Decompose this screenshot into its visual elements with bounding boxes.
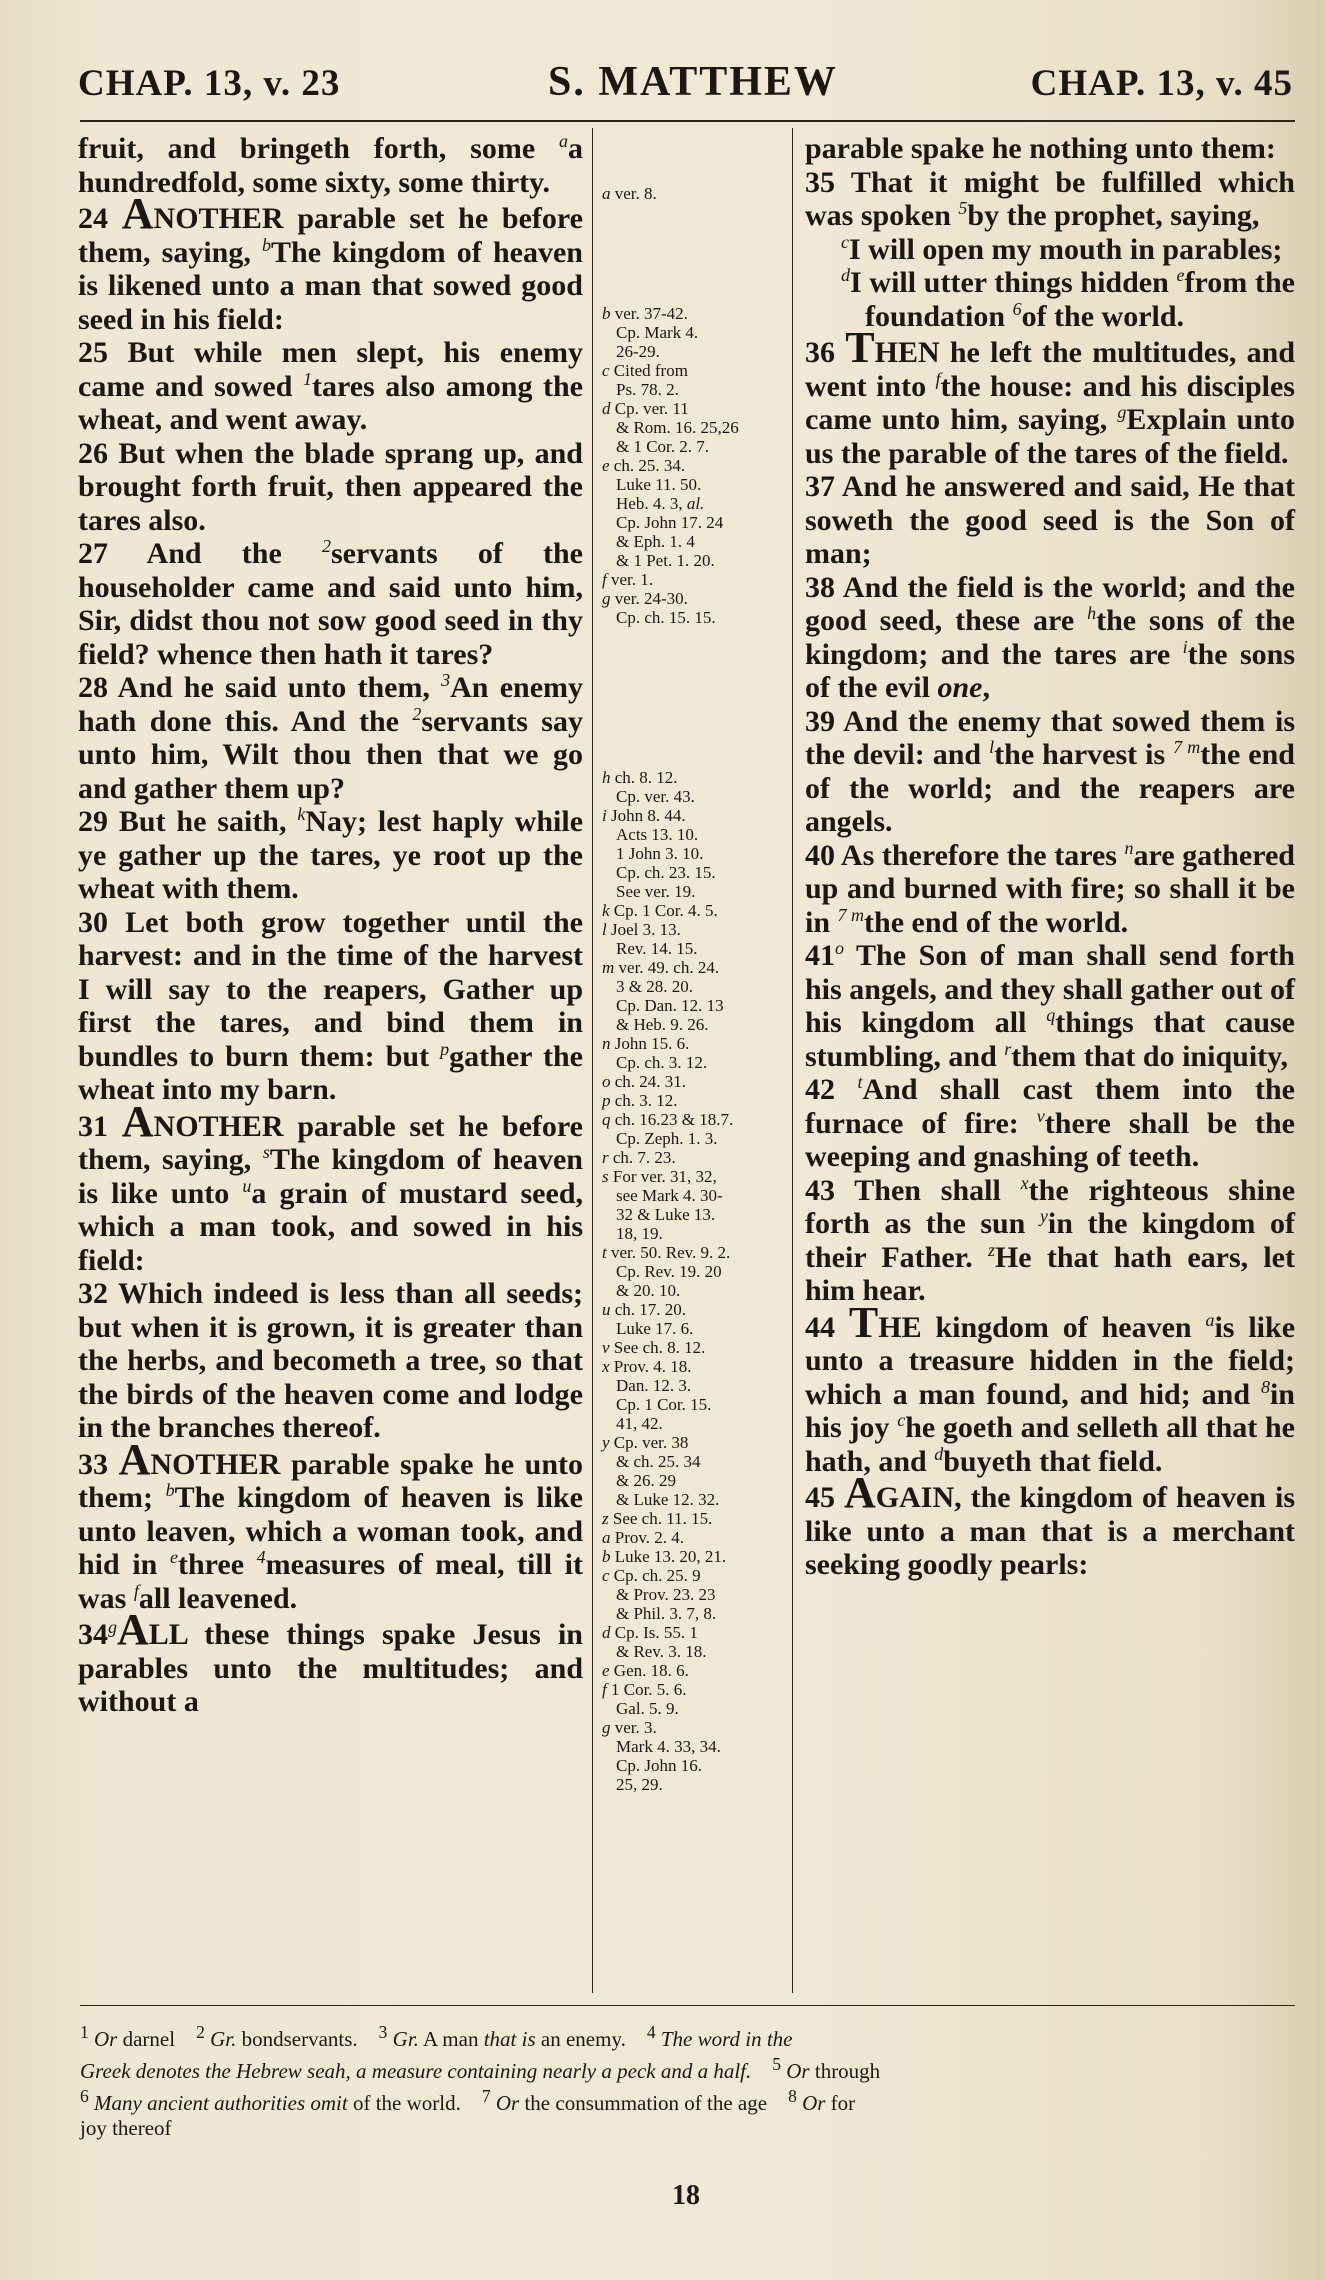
cross-reference-line: 41, 42.: [616, 1414, 663, 1433]
cross-reference-line: v See ch. 8. 12.: [602, 1338, 706, 1357]
cross-reference-line: a Prov. 2. 4.: [602, 1528, 685, 1547]
verse-paragraph: $^d$I will utter things hidden $^e$from the foundation $^6$of the world.: [841, 265, 1295, 333]
cross-reference-line: Cp. John 16.: [616, 1756, 702, 1775]
cross-reference-line: 18, 19.: [616, 1224, 663, 1243]
cross-reference-line: Rev. 14. 15.: [616, 939, 698, 958]
cross-reference-line: Heb. 4. 3, al.: [616, 494, 705, 513]
verse-paragraph: 29 But he saith, $^k$Nay; lest haply while ye gather up the tares, ye root up the wheat with them.: [78, 804, 584, 905]
cross-reference-line: 1 John 3. 10.: [616, 844, 704, 863]
cross-reference-line: i John 8. 44.: [602, 806, 686, 825]
verse-paragraph: fruit, and bringeth forth, some $^a$a hundredfold, some sixty, some thirty.: [78, 131, 583, 199]
cross-reference-line: & Heb. 9. 26.: [616, 1015, 709, 1034]
cross-reference-line: Dan. 12. 3.: [616, 1376, 692, 1395]
footnote-line: $^6$ Many ancient authorities omit of the world. $^7$ Or the consummation of the age $^8$ Or for: [80, 2086, 856, 2115]
footnote-rule: [80, 2005, 1295, 2006]
verse-paragraph: 25 But while men slept, his enemy came and sowed $^1$tares also among the wheat, and went away.: [78, 336, 583, 436]
verse-paragraph: 39 And the enemy that sowed them is the devil: and $^l$the harvest is $^{7 m}$the end of the world; and the reapers are angels.: [805, 704, 1295, 838]
cross-reference-block: [602, 304, 787, 627]
cross-reference-line: d Cp. Is. 55. 1: [602, 1623, 698, 1642]
verse-paragraph: 31 ANOTHER parable set he before them, saying, $^s$The kingdom of heaven is like unto $^u$a grain of mustard seed, which a man took, and sowed in his field:: [78, 1096, 584, 1277]
verse-paragraph: parable spake he nothing unto them:: [805, 132, 1276, 165]
text-column-left: [78, 132, 583, 1719]
cross-reference-line: z See ch. 11. 15.: [602, 1509, 713, 1528]
cross-reference-line: & 20. 10.: [616, 1281, 681, 1300]
header-left: CHAP. 13, v. 23: [78, 63, 341, 104]
cross-reference-block: [602, 768, 787, 1794]
column-divider-right: [792, 128, 793, 1993]
verse-paragraph: 42 $^t$And shall cast them into the furnace of fire: $^v$there shall be the weeping and gnashing of teeth.: [805, 1072, 1296, 1173]
cross-reference-line: a ver. 8.: [602, 184, 657, 203]
cross-reference-line: Luke 11. 50.: [616, 475, 702, 494]
header-rule: [80, 120, 1295, 122]
column-divider-left: [592, 128, 593, 1993]
page-number: 18: [672, 2180, 700, 2211]
cross-reference-line: Gal. 5. 9.: [616, 1699, 679, 1718]
cross-reference-line: & Phil. 3. 7, 8.: [616, 1604, 717, 1623]
verse-paragraph: 35 That it might be fulfilled which was spoken $^5$by the prophet, saying,: [805, 165, 1295, 232]
verse-paragraph: 34$^g$ALL these things spake Jesus in parables unto the multitudes; and without a: [78, 1605, 583, 1718]
cross-reference-line: Cp. Rev. 19. 20: [616, 1262, 722, 1281]
verse-paragraph: 33 ANOTHER parable spake he unto them; $^b$The kingdom of heaven is like unto leaven, which a woman took, and hid in $^e$three $^4$measures of meal, till it was $^f$all leavened.: [78, 1434, 584, 1615]
cross-reference-line: See ver. 19.: [616, 882, 696, 901]
cross-reference-line: q ch. 16.23 & 18.7.: [602, 1110, 734, 1129]
verse-paragraph: 45 AGAIN, the kingdom of heaven is like unto a man that is a merchant seeking goodly pearls:: [805, 1468, 1295, 1581]
header-book-title: S. MATTHEW: [548, 59, 838, 105]
cross-reference-line: Cp. ch. 3. 12.: [616, 1053, 708, 1072]
cross-reference-line: 32 & Luke 13.: [616, 1205, 716, 1224]
cross-reference-block: [602, 184, 787, 203]
cross-reference-line: & Rev. 3. 18.: [616, 1642, 707, 1661]
cross-reference-line: l Joel 3. 13.: [602, 920, 681, 939]
cross-reference-line: c Cited from: [602, 361, 688, 380]
cross-reference-line: c Cp. ch. 25. 9: [602, 1566, 701, 1585]
cross-reference-line: Cp. Dan. 12. 13: [616, 996, 724, 1015]
cross-reference-line: y Cp. ver. 38: [602, 1433, 689, 1452]
verse-paragraph: 37 And he answered and said, He that soweth the good seed is the Son of man;: [805, 470, 1295, 570]
cross-reference-line: Cp. Mark 4.: [616, 323, 699, 342]
cross-reference-line: p ch. 3. 12.: [602, 1091, 678, 1110]
verse-paragraph: 24 ANOTHER parable set he before them, saying, $^b$The kingdom of heaven is likened unto a man that sowed good seed in his field:: [78, 189, 583, 336]
cross-reference-line: Mark 4. 33, 34.: [616, 1737, 721, 1756]
verse-paragraph: 36 THEN he left the multitudes, and went into $^f$the house: and his disciples came unto him, saying, $^g$Explain unto us the parable of the tares of the field.: [805, 323, 1296, 470]
cross-reference-line: n John 15. 6.: [602, 1034, 690, 1053]
cross-reference-line: d Cp. ver. 11: [602, 399, 689, 418]
footnote-line: joy thereof: [80, 2116, 172, 2140]
cross-reference-line: s For ver. 31, 32,: [602, 1167, 717, 1186]
header-right: CHAP. 13, v. 45: [1030, 63, 1293, 104]
cross-reference-line: Luke 17. 6.: [616, 1319, 694, 1338]
text-column-right: [805, 132, 1295, 1582]
cross-reference-line: t ver. 50. Rev. 9. 2.: [602, 1243, 731, 1262]
cross-reference-line: Cp. ver. 43.: [616, 787, 695, 806]
verse-paragraph: 27 And the $^2$servants of the householder came and said unto him, Sir, didst thou not sow good seed in thy field? whence then hath it tares?: [78, 536, 583, 671]
cross-reference-line: o ch. 24. 31.: [602, 1072, 687, 1091]
cross-reference-line: see Mark 4. 30-: [616, 1186, 723, 1205]
verse-paragraph: 28 And he said unto them, $^3$An enemy hath done this. And the $^2$servants say unto him, Wilt thou then that we go and gather them up?: [78, 670, 583, 805]
verse-paragraph: 38 And the field is the world; and the good seed, these are $^h$the sons of the kingdom; and the tares are $^i$the sons of the evil one,: [805, 570, 1295, 704]
cross-reference-line: f ver. 1.: [602, 570, 654, 589]
cross-reference-line: & 1 Pet. 1. 20.: [616, 551, 715, 570]
cross-reference-line: b Luke 13. 20, 21.: [602, 1547, 727, 1566]
cross-reference-line: 3 & 28. 20.: [616, 977, 693, 996]
cross-reference-line: & ch. 25. 34: [616, 1452, 701, 1471]
cross-reference-line: u ch. 17. 20.: [602, 1300, 687, 1319]
cross-reference-line: & 1 Cor. 2. 7.: [616, 437, 710, 456]
cross-reference-line: 26-29.: [616, 342, 660, 361]
verse-paragraph: 30 Let both grow together until the harvest: and in the time of the harvest I will say to the reapers, Gather up first the tares, and bind them in bundles to burn them: but $^p$gather the wheat into my barn.: [78, 905, 583, 1106]
cross-reference-line: f 1 Cor. 5. 6.: [602, 1680, 687, 1699]
cross-reference-line: & Eph. 1. 4: [616, 532, 695, 551]
cross-reference-line: g ver. 3.: [602, 1718, 657, 1737]
verse-paragraph: 43 Then shall $^x$the righteous shine forth as the sun $^y$in the kingdom of their Father. $^z$He that hath ears, let him hear.: [805, 1172, 1296, 1307]
cross-reference-line: h ch. 8. 12.: [602, 768, 678, 787]
footnote-line: $^1$ Or darnel $^2$ Gr. bondservants. $^3$ Gr. A man that is an enemy. $^4$ The word in the: [80, 2022, 793, 2051]
cross-reference-line: Cp. ch. 23. 15.: [616, 863, 716, 882]
cross-reference-column: [602, 132, 787, 1992]
cross-reference-line: m ver. 49. ch. 24.: [602, 958, 720, 977]
cross-reference-line: e Gen. 18. 6.: [602, 1661, 689, 1680]
cross-reference-line: & Rom. 16. 25,26: [616, 418, 739, 437]
verse-paragraph: $^c$I will open my mouth in parables;: [841, 231, 1283, 266]
cross-reference-line: Acts 13. 10.: [616, 825, 699, 844]
verse-paragraph: 40 As therefore the tares $^n$are gathered up and burned with fire; so shall it be in $^{7 m}$the end of the world.: [805, 837, 1295, 939]
cross-reference-line: x Prov. 4. 18.: [602, 1357, 692, 1376]
cross-reference-line: Ps. 78. 2.: [616, 380, 679, 399]
cross-reference-line: k Cp. 1 Cor. 4. 5.: [602, 901, 718, 920]
cross-reference-line: r ch. 7. 23.: [602, 1148, 676, 1167]
running-header: [78, 59, 1293, 122]
cross-reference-line: e ch. 25. 34.: [602, 456, 686, 475]
cross-reference-line: & 26. 29: [616, 1471, 676, 1490]
verse-paragraph: 44 THE kingdom of heaven $^a$is like unto a treasure hidden in the field; which a man found, and hid; and $^8$in his joy $^c$he goeth and selleth all that he hath, and $^d$buyeth that field.: [805, 1297, 1296, 1478]
cross-reference-line: Cp. ch. 15. 15.: [616, 608, 716, 627]
cross-reference-line: g ver. 24-30.: [602, 589, 688, 608]
cross-reference-line: Cp. Zeph. 1. 3.: [616, 1129, 718, 1148]
footnotes: [80, 2020, 1295, 2141]
cross-reference-line: b ver. 37-42.: [602, 304, 688, 323]
cross-reference-line: 25, 29.: [616, 1775, 663, 1794]
verse-paragraph: 26 But when the blade sprang up, and brought forth fruit, then appeared the tares also.: [78, 436, 583, 537]
verse-paragraph: 41$^o$ The Son of man shall send forth his angels, and they shall gather out of his kingdom all $^q$things that cause stumbling, and $^r$them that do iniquity,: [805, 938, 1295, 1073]
verse-paragraph: 32 Which indeed is less than all seeds; but when it is grown, it is greater than the herbs, and becometh a tree, so that the birds of the heaven come and lodge in the branches thereof.: [78, 1277, 583, 1444]
cross-reference-line: Cp. John 17. 24: [616, 513, 724, 532]
footnote-line: Greek denotes the Hebrew seah, a measure containing nearly a peck and a half. $^5$ Or through: [80, 2054, 881, 2083]
cross-reference-line: & Prov. 23. 23: [616, 1585, 716, 1604]
cross-reference-line: & Luke 12. 32.: [616, 1490, 720, 1509]
cross-reference-line: Cp. 1 Cor. 15.: [616, 1395, 712, 1414]
